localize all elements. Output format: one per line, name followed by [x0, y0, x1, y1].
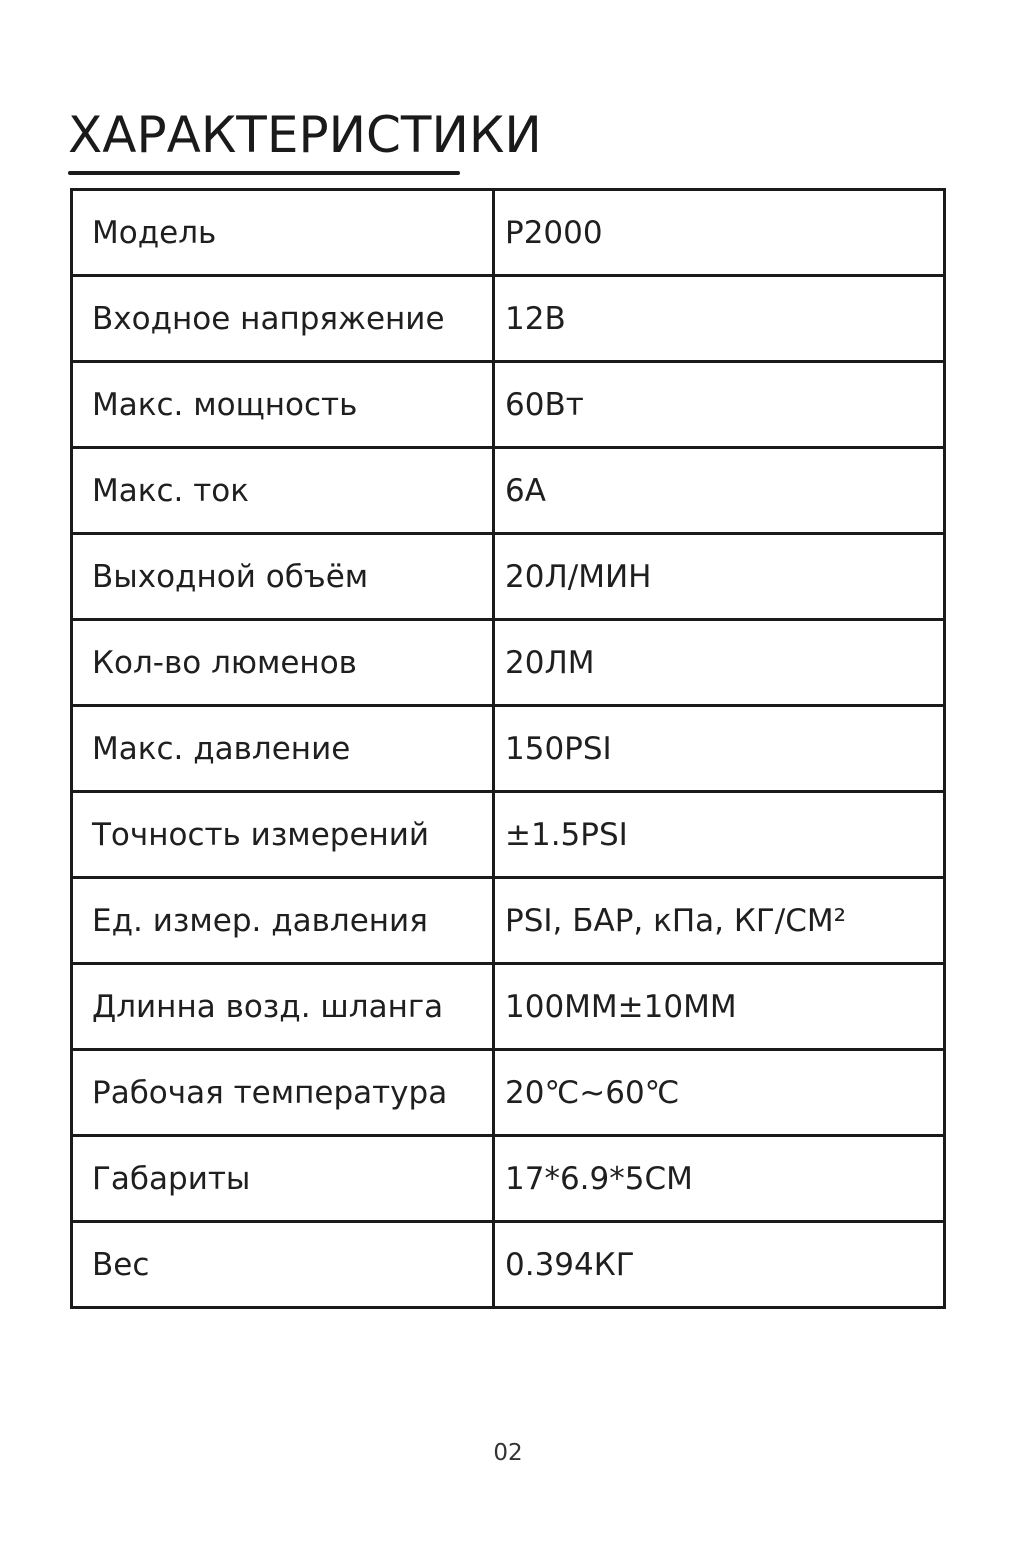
spec-label: Модель: [72, 190, 494, 276]
spec-label: Кол-во люменов: [72, 620, 494, 706]
spec-table: [70, 188, 946, 1309]
table-row: [72, 1136, 945, 1222]
spec-value: PSI, БАР, кПа, КГ/СМ²: [494, 878, 945, 964]
spec-value: 6A: [494, 448, 945, 534]
spec-value: 12В: [494, 276, 945, 362]
spec-label: Длинна возд. шланга: [72, 964, 494, 1050]
title-underline: [68, 171, 460, 175]
spec-value: P2000: [494, 190, 945, 276]
spec-value: 100ММ±10ММ: [494, 964, 945, 1050]
page-title: ХАРАКТЕРИСТИКИ: [68, 106, 542, 164]
table-row: [72, 362, 945, 448]
spec-label: Макс. ток: [72, 448, 494, 534]
table-row: [72, 964, 945, 1050]
spec-label: Входное напряжение: [72, 276, 494, 362]
table-row: [72, 878, 945, 964]
spec-label: Точность измерений: [72, 792, 494, 878]
spec-value: 20Л/МИН: [494, 534, 945, 620]
spec-label: Макс. давление: [72, 706, 494, 792]
table-row: [72, 448, 945, 534]
spec-value: 20℃~60℃: [494, 1050, 945, 1136]
spec-value: 60Вт: [494, 362, 945, 448]
spec-value: 20ЛМ: [494, 620, 945, 706]
spec-value: 0.394КГ: [494, 1222, 945, 1308]
spec-label: Рабочая температура: [72, 1050, 494, 1136]
spec-value: 17*6.9*5СМ: [494, 1136, 945, 1222]
spec-label: Макс. мощность: [72, 362, 494, 448]
table-row: [72, 1222, 945, 1308]
table-row: [72, 1050, 945, 1136]
spec-label: Вес: [72, 1222, 494, 1308]
table-row: [72, 792, 945, 878]
spec-label: Ед. измер. давления: [72, 878, 494, 964]
spec-value: 150PSI: [494, 706, 945, 792]
page-number: 02: [493, 1440, 523, 1466]
spec-label: Габариты: [72, 1136, 494, 1222]
table-row: [72, 620, 945, 706]
table-row: [72, 190, 945, 276]
spec-value: ±1.5PSI: [494, 792, 945, 878]
table-row: [72, 706, 945, 792]
spec-label: Выходной объём: [72, 534, 494, 620]
table-row: [72, 276, 945, 362]
table-row: [72, 534, 945, 620]
